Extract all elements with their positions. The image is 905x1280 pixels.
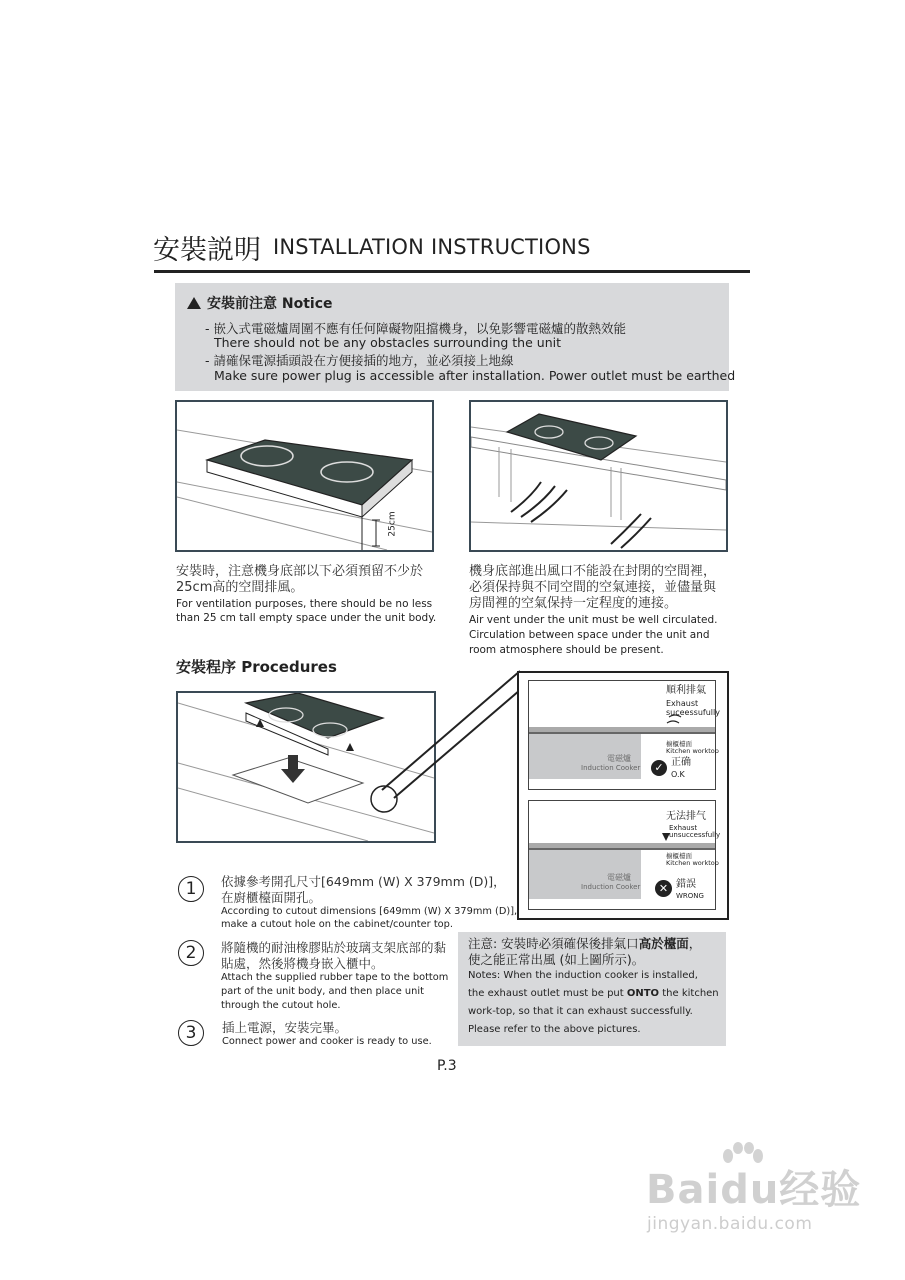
step-3-number: 3 [178,1020,204,1046]
figure1-caption-cn-1: 安裝時，注意機身底部以下必須預留不少於 [176,564,424,579]
detail-wrong-panel [528,800,721,910]
figure2-caption-cn-1: 機身底部進出風口不能設在封閉的空間裡， [469,564,717,579]
figure1-caption-en-2: than 25 cm tall empty space under the unit body. [176,612,437,624]
page-title-en: INSTALLATION INSTRUCTIONS [273,235,591,259]
warning-icon [187,297,201,309]
step-2-cn-1: 將隨機的耐油橡膠貼於玻璃支架底部的黏 [221,940,447,955]
airflow-illustration [471,402,726,550]
note-en-2-bold: ONTO [626,988,660,999]
dimension-label: 25cm [387,511,398,537]
wrong-exhaust-cn: 无法排气 [666,811,706,822]
step-3-cn-1: 插上電源，安裝完畢。 [222,1020,348,1035]
ok-cooker-cn: 電磁爐 [607,754,631,763]
ok-result-cn: 正确 [671,757,691,768]
ok-exhaust-cn: 順利排氣 [666,685,706,696]
step-1-cn-1: 依據參考開孔尺寸[649mm (W) X 379mm (D)]， [221,874,506,889]
wrong-exhaust-en-1: Exhaust [669,824,698,832]
figure2-caption-en-1: Air vent under the unit must be well circulated. [469,614,718,626]
figure2-caption-en-3: room atmosphere should be present. [469,644,664,656]
wrong-cooker-cn: 電磁爐 [607,873,631,882]
wrong-cooker-en: Induction Cooker [581,883,641,891]
step-1-en-1: According to cutout dimensions [649mm (W) X 379mm (D)], [221,906,518,917]
ok-worktop-en: Kitchen worktop [666,747,719,755]
detail-ok-panel [528,680,720,790]
page-number: P.3 [437,1058,457,1074]
figure2-caption-en-2: Circulation between space under the unit and [469,629,710,641]
note-en-2-post: the kitchen [659,988,719,999]
step-2-en-1: Attach the supplied rubber tape to the bottom [221,972,449,983]
ok-exhaust-en-1: Exhaust [666,699,699,708]
figure1-caption-cn-2: 25cm高的空間排風。 [176,580,304,595]
note-en-2-pre: the exhaust outlet must be put [468,988,627,999]
notice-line-2: There should not be any obstacles surrounding the unit [214,335,561,350]
ok-exhaust-en-2: suceessufully [666,708,720,717]
wrong-exhaust-en-2: unsuccessfully [669,831,721,839]
note-cn-line-2: 使之能正常出風 (如上圖所示)。 [468,952,645,967]
step-2-number: 2 [178,940,204,966]
note-en-line-2 [468,985,719,1003]
step-1-en-2: make a cutout hole on the cabinet/counter top. [221,919,453,930]
note-en-line-3: work-top, so that it can exhaust successfully. [468,1006,693,1017]
page-title-cn: 安裝説明 [153,235,261,266]
check-icon: ✓ [651,760,667,776]
ok-result-en: O.K [671,770,685,779]
notice-line-4: Make sure power plug is accessible after installation. Power outlet must be earthed [214,368,736,383]
note-cn-1-bold: 高於檯面 [638,936,689,951]
wrong-worktop-cn: 櫥櫃檯面 [666,852,692,860]
step-2-en-2: part of the unit body, and then place unit [221,986,424,997]
step-1-cn-2: 在廚櫃檯面開孔。 [221,890,322,905]
note-cn-line-1 [468,935,701,952]
note-cn-1-post: ， [688,936,702,951]
figure-air-circulation [469,400,728,552]
ok-cooker-en: Induction Cooker [581,764,641,772]
title-underline [154,270,750,273]
figure1-caption-en-1: For ventilation purposes, there should be no less [176,598,433,610]
note-en-line-1: Notes: When the induction cooker is installed, [468,970,698,981]
wrong-result-cn: 錯誤 [676,879,696,890]
note-en-line-4: Please refer to the above pictures. [468,1024,641,1035]
note-cn-1-pre: 注意: 安裝時必須確保後排氣口 [468,936,639,951]
notice-line-1: - 嵌入式電磁爐周圍不應有任何障礙物阻擋機身，以免影響電磁爐的散熱效能 [205,321,626,336]
notice-line-3: - 請確保電源插頭設在方便接插的地方，並必須接上地線 [205,353,514,368]
step-1-number: 1 [178,876,204,902]
wrong-result-en: WRONG [676,892,704,900]
zoom-callout-lines [370,668,530,808]
baidu-watermark-url: jingyan.baidu.com [647,1214,813,1234]
step-2-en-3: through the cutout hole. [221,1000,341,1011]
cross-icon: ✕ [655,880,672,897]
figure2-caption-cn-2: 必須保持與不同空間的空氣連接，並儘量與 [469,580,717,595]
baidu-watermark: Baidu经验 [646,1167,862,1213]
ok-worktop-cn: 櫥櫃檯面 [666,740,692,748]
notice-heading [187,293,333,313]
figure2-caption-cn-3: 房間裡的空氣保持一定程度的連接。 [469,596,678,611]
step-3-en-1: Connect power and cooker is ready to use. [222,1036,432,1047]
step-2-cn-2: 貼處，然後將機身嵌入櫃中。 [221,956,384,971]
wrong-worktop-en: Kitchen worktop [666,859,719,867]
notice-title: 安裝前注意 Notice [207,296,333,312]
procedures-title: 安裝程序 Procedures [176,658,337,676]
